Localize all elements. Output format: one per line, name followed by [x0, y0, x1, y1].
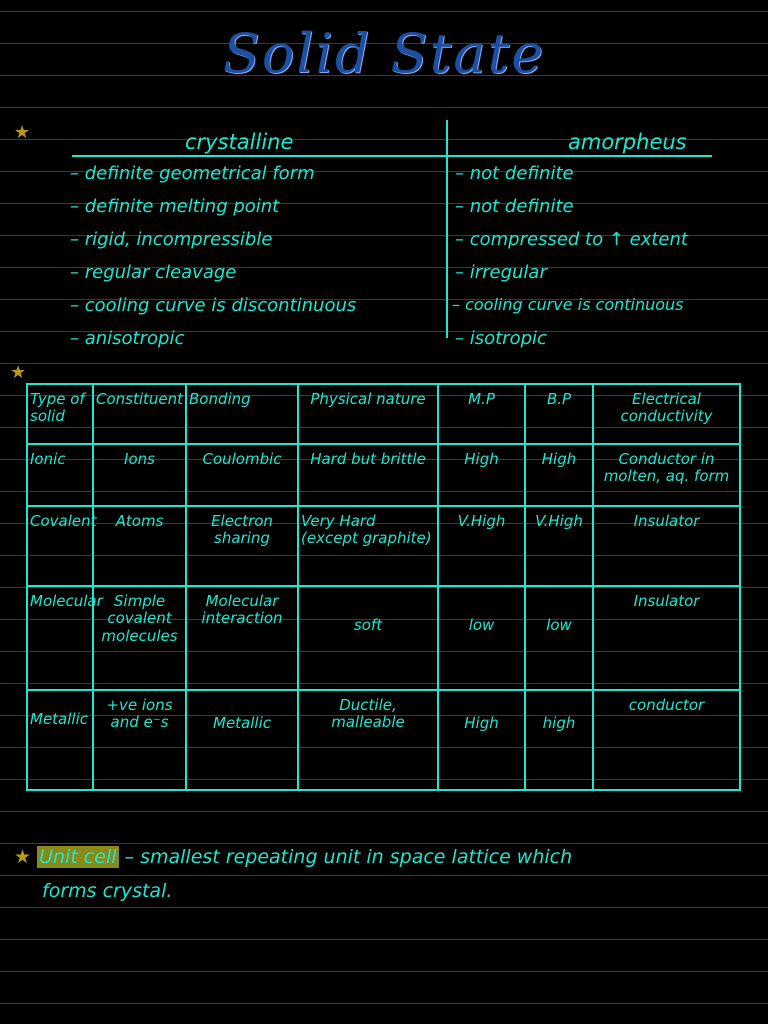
table-cell: Molecular — [27, 586, 93, 690]
table-cell: Atoms — [93, 506, 186, 586]
unit-cell-definition-continued: forms crystal. — [42, 880, 173, 902]
column-header-crystalline: crystalline — [185, 130, 293, 154]
crystalline-item: – rigid, incompressible — [70, 229, 273, 250]
table-cell: Metallic — [186, 690, 298, 790]
table-header-row — [27, 384, 740, 444]
table-header-cell: Bonding — [186, 384, 298, 444]
table-cell: V.High — [525, 506, 593, 586]
table-row — [27, 506, 740, 586]
unit-cell-definition — [14, 846, 572, 868]
table-row — [27, 444, 740, 506]
amorphous-item: – isotropic — [455, 328, 547, 349]
table-cell: +ve ions and e⁻s — [93, 690, 186, 790]
column-header-amorphous: amorpheus — [568, 130, 687, 154]
amorphous-item: – compressed to ↑ extent — [455, 229, 688, 250]
table-cell: High — [438, 444, 525, 506]
table-row — [27, 586, 740, 690]
crystalline-item: – cooling curve is discontinuous — [70, 295, 357, 316]
crystalline-item: – regular cleavage — [70, 262, 237, 283]
table-cell: Ions — [93, 444, 186, 506]
table-cell: Ductile, malleable — [298, 690, 438, 790]
amorphous-item: – cooling curve is continuous — [452, 295, 684, 314]
table-cell: Conductor in molten, aq. form — [593, 444, 740, 506]
amorphous-item: – irregular — [455, 262, 547, 283]
table-cell: High — [525, 444, 593, 506]
table-cell: low — [525, 586, 593, 690]
table-cell: conductor — [593, 690, 740, 790]
crystalline-item: – definite melting point — [70, 196, 280, 217]
column-divider — [446, 120, 448, 338]
crystalline-item: – anisotropic — [70, 328, 185, 349]
table-cell: Metallic — [27, 690, 93, 790]
amorphous-item: – not definite — [455, 196, 574, 217]
table-cell: Simple covalent molecules — [93, 586, 186, 690]
solids-table — [26, 383, 741, 791]
table-header-cell: Electrical conductivity — [593, 384, 740, 444]
table-cell: Hard but brittle — [298, 444, 438, 506]
header-divider — [72, 155, 712, 157]
table-header-cell: Constituent — [93, 384, 186, 444]
table-cell: Covalent — [27, 506, 93, 586]
table-cell: Very Hard (except graphite) — [298, 506, 438, 586]
table-row — [27, 690, 740, 790]
star-icon: ★ — [14, 122, 31, 143]
star-icon: ★ — [14, 846, 32, 868]
table-cell: low — [438, 586, 525, 690]
unit-cell-definition-text: – smallest repeating unit in space lattice which — [118, 846, 573, 868]
table-header-cell: B.P — [525, 384, 593, 444]
star-icon: ★ — [10, 362, 27, 383]
table-cell: high — [525, 690, 593, 790]
table-cell: Insulator — [593, 586, 740, 690]
page-title: Solid State — [222, 22, 546, 85]
table-header-cell: M.P — [438, 384, 525, 444]
table-cell: soft — [298, 586, 438, 690]
table-cell: Ionic — [27, 444, 93, 506]
table-header-cell: Physical nature — [298, 384, 438, 444]
table-cell: Molecular interaction — [186, 586, 298, 690]
unit-cell-term: Unit cell — [39, 846, 117, 868]
crystalline-item: – definite geometrical form — [70, 163, 315, 184]
amorphous-item: – not definite — [455, 163, 574, 184]
table-header-cell: Type of solid — [27, 384, 93, 444]
table-cell: Electron sharing — [186, 506, 298, 586]
table-cell: High — [438, 690, 525, 790]
table-cell: Insulator — [593, 506, 740, 586]
table-cell: V.High — [438, 506, 525, 586]
table-cell: Coulombic — [186, 444, 298, 506]
